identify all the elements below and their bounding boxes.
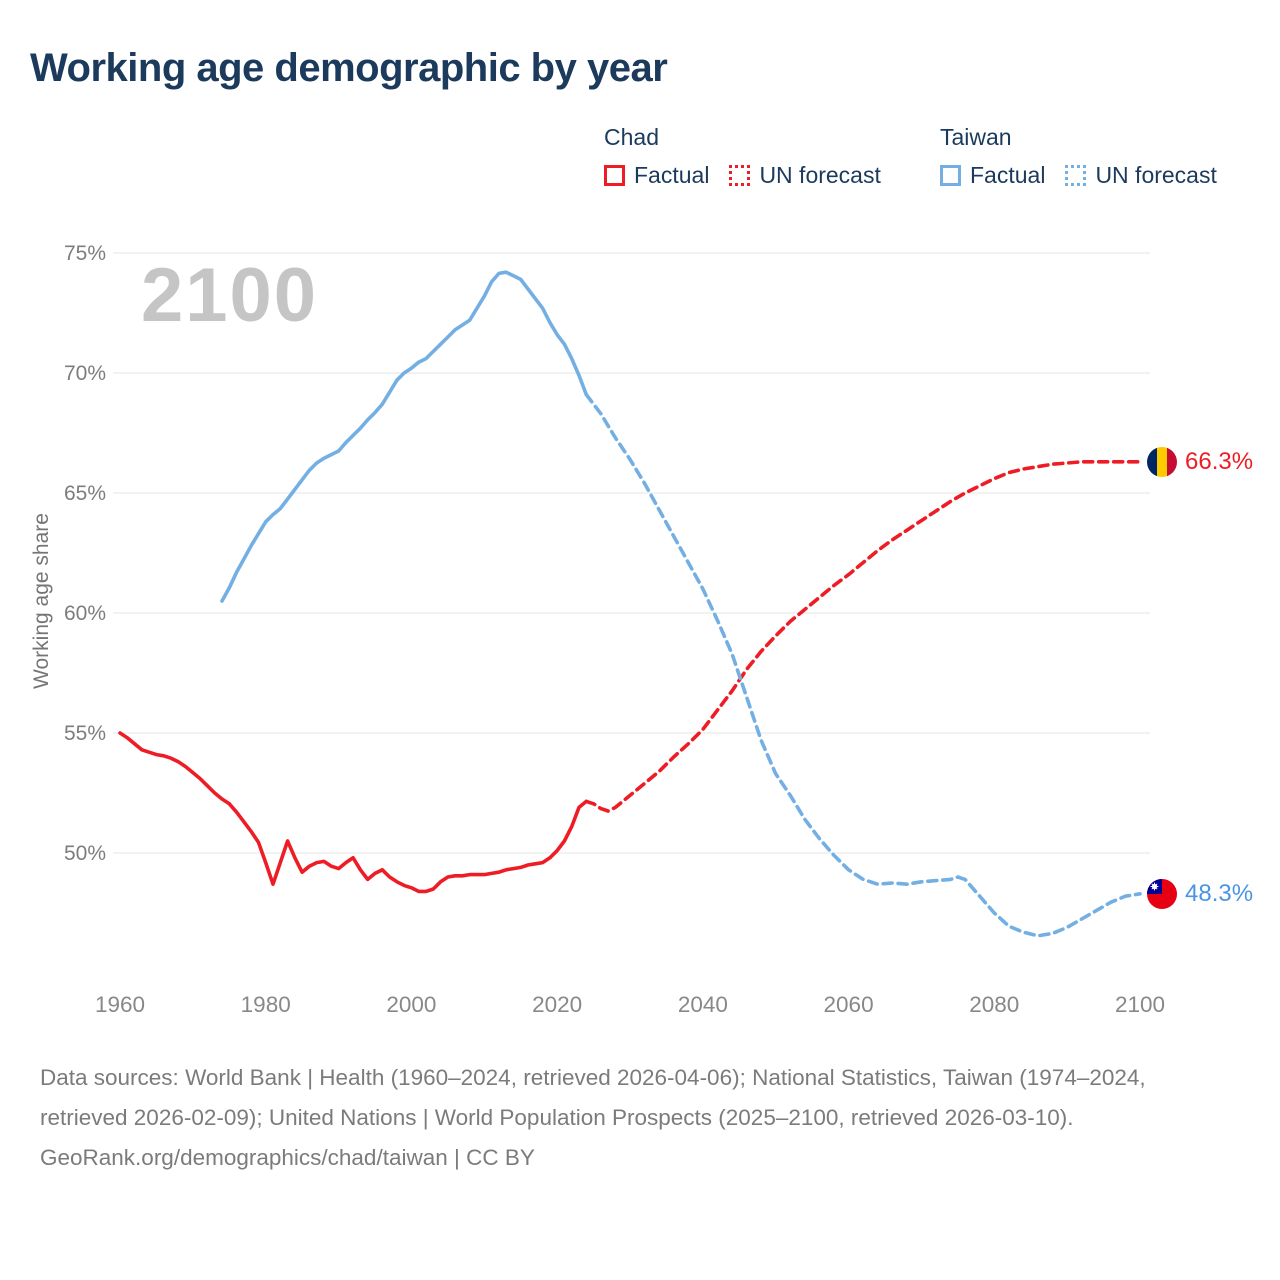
series-chad-factual (120, 733, 586, 891)
period-watermark: 2100 (141, 253, 319, 338)
y-tick-label: 65% (63, 482, 106, 505)
taiwan-end-marker (1147, 879, 1253, 909)
legend-item-label: Factual (970, 162, 1046, 188)
series-taiwan-forecast (586, 395, 1140, 936)
x-tick-label: 2040 (677, 992, 728, 1017)
y-tick-label: 75% (63, 242, 106, 265)
y-axis-title: Working age share (30, 513, 53, 689)
chad-end-value: 66.3% (1185, 447, 1254, 475)
x-tick-label: 2020 (532, 992, 583, 1017)
series-taiwan-factual (222, 272, 586, 601)
x-tick-label: 2000 (386, 992, 437, 1017)
taiwan-end-value: 48.3% (1185, 879, 1254, 907)
legend-group-chad-title: Chad (604, 124, 659, 150)
x-tick-label: 2080 (969, 992, 1020, 1017)
taiwan-flag-icon (1147, 879, 1177, 909)
series-chad-forecast (586, 462, 1140, 811)
legend-group-taiwan-title: Taiwan (940, 124, 1012, 150)
chad-end-marker (1147, 447, 1253, 477)
legend-item-label: UN forecast (1095, 162, 1217, 188)
y-tick-label: 60% (63, 602, 106, 625)
legend-item-label: Factual (634, 162, 710, 188)
x-tick-label: 1960 (94, 992, 146, 1017)
footer (40, 1058, 1225, 1178)
y-tick-label: 70% (63, 362, 106, 385)
x-tick-label: 2100 (1114, 992, 1166, 1017)
page-title: Working age demographic by year (30, 46, 668, 90)
legend-item-label: UN forecast (759, 162, 881, 188)
attribution-text: GeoRank.org/demographics/chad/taiwan | CC BY (40, 1145, 535, 1170)
x-tick-label: 2060 (823, 992, 874, 1017)
x-tick-label: 1980 (240, 992, 291, 1017)
chad-flag-icon (1147, 447, 1177, 477)
data-sources-text: Data sources: World Bank | Health (1960–2024, retrieved 2026-04-06); National Statistics, Taiwan (1974–2024, retrieved 2026-02-09); United Nations | World Population Prospects (2025–2100, retrieved 2026-03-10). (40, 1065, 1146, 1130)
y-tick-label: 50% (63, 842, 106, 865)
y-tick-label: 55% (63, 722, 106, 745)
